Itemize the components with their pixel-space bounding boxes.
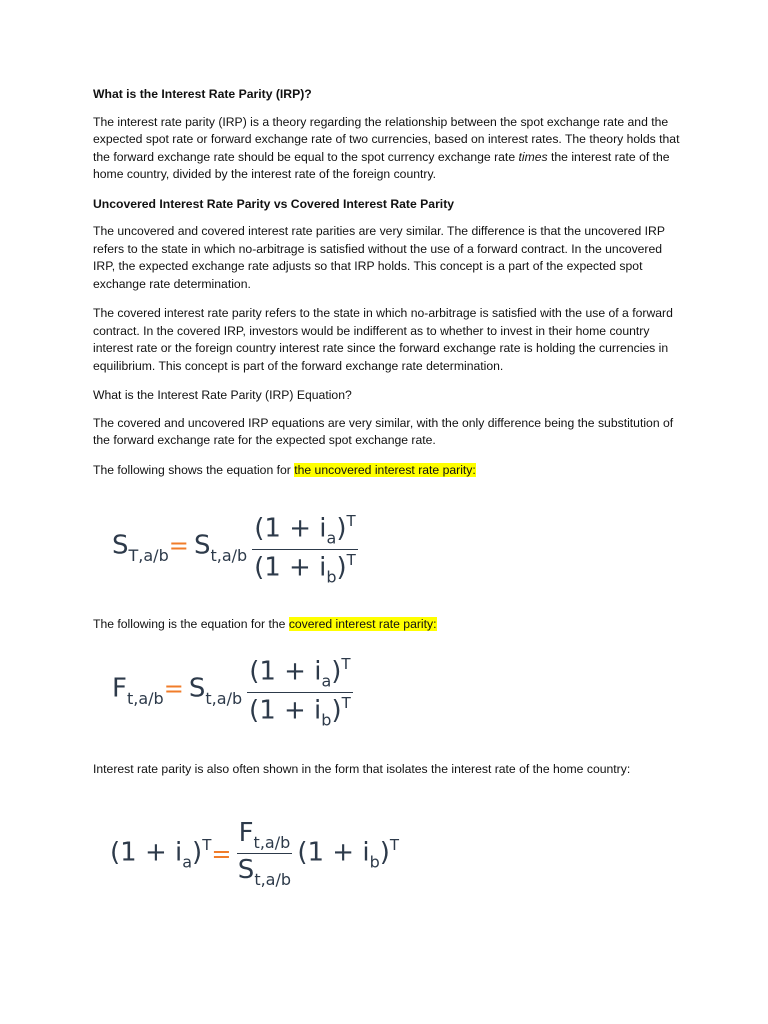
eq1-num-open: (1 + i [254,513,327,544]
eq2-den-close: ) [331,695,342,726]
eq2-lhs-main: F [112,673,127,704]
eq3-den-main: S [237,855,255,886]
eq1-numerator [252,512,357,550]
eq3-rhs [297,836,399,872]
eq1-den-open: (1 + i [254,552,327,583]
paragraph-equation-similarity: The covered and uncovered IRP equations are very similar, with the only difference being the substitution of the forward exchange rate for the expected spot exchange rate. [93,415,674,447]
eq2-rhs-main: S [188,673,206,704]
equation-home-rate-form [110,818,399,889]
para1-text: The interest rate parity (IRP) is a theory regarding the relationship between the spot exchange rate and the expected spot rate or forward exchange rate of two currencies, based on interest rates. The theory holds that the forward exchange rate should be equal to the spot currency exchange rate [93,114,680,164]
eq3-lhs [110,836,211,872]
eq2-numerator [247,655,352,693]
eq2-lhs-sub: t,a/b [126,688,164,708]
eq2-num-sub: a [321,671,332,691]
eq1-rhs-sub: t,a/b [210,545,248,565]
eq3-lhs-sup: T [202,835,212,854]
paragraph-covered: The covered interest rate parity refers to the state in which no-arbitrage is satisfied with the use of a forward contract. In the covered IRP, investors would be indifferent as to whether to invest in their home country interest rate or the foreign country interest rate since the forward exchange rate is holding the currencies in equilibrium. This concept is part of the forward exchange rate determination. [93,306,673,373]
para1-italic: times [518,149,548,164]
para5-prefix: The following shows the equation for [93,462,291,477]
document-page [93,86,683,479]
heading-uncovered-vs-covered: Uncovered Interest Rate Parity vs Covered Interest Rate Parity [93,196,455,211]
eq1-den-close: ) [336,552,347,583]
eq2-equals: = [163,674,184,703]
eq1-den-sub: b [326,567,337,587]
eq1-num-sub: a [326,528,337,548]
eq1-denominator [252,550,357,587]
equation-uncovered-irp [112,512,358,586]
eq2-rhs-sub: t,a/b [205,688,243,708]
eq3-rhs-sub: b [369,852,380,872]
eq2-den-open: (1 + i [249,695,322,726]
para6-prefix: The following is the equation for the [93,617,286,631]
eq1-num-sup: T [346,512,356,530]
eq2-den-sup: T [341,693,351,712]
highlight-covered: covered interest rate parity: [288,617,437,631]
heading-irp-equation: What is the Interest Rate Parity (IRP) Equation? [93,388,352,402]
eq3-rhs-sup: T [389,835,400,854]
eq1-lhs-sub: T,a/b [128,545,169,565]
eq3-den-sub: t,a/b [254,870,292,890]
eq3-num-main: F [238,818,254,848]
equation-covered-irp [112,655,353,729]
eq2-num-sup: T [341,655,351,673]
eq3-equals: = [211,839,232,868]
eq2-den-sub: b [321,710,332,730]
eq3-fraction [237,818,293,889]
eq3-numerator [237,818,293,854]
eq1-den-sup: T [346,550,356,569]
para1-end: the interest rate of the home country, divided by the interest rate of the foreign country. [93,149,670,181]
eq3-rhs-close: ) [379,837,390,868]
eq3-denominator [237,854,293,889]
paragraph-irp-definition [93,114,683,184]
eq1-fraction [252,512,357,586]
eq2-num-close: ) [331,656,342,687]
eq3-num-sub: t,a/b [253,833,291,853]
eq1-rhs-main: S [193,530,211,561]
eq1-equals: = [168,531,189,560]
paragraph-covered-equation-intro [93,616,437,634]
eq3-rhs-open: (1 + i [297,837,370,868]
eq3-lhs-open: (1 + i [110,837,183,868]
heading-what-is-irp: What is the Interest Rate Parity (IRP)? [93,87,312,101]
eq2-denominator [247,693,352,730]
eq3-lhs-close: ) [192,837,203,868]
eq1-num-close: ) [336,513,347,544]
highlight-uncovered: the uncovered interest rate parity: [294,462,476,477]
paragraph-uncovered: The uncovered and covered interest rate parities are very similar. The difference is that the uncovered IRP refers to the state in which no-arbitrage is satisfied without the use of a forward contract. In the uncovered IRP, the expected exchange rate adjusts so that IRP holds. This concept is a part of the expected spot exchange rate determination. [93,224,665,291]
paragraph-uncovered-equation-intro [93,462,683,480]
eq3-lhs-sub: a [182,852,193,872]
eq1-lhs-main: S [112,530,129,561]
paragraph-home-country-form: Interest rate parity is also often shown in the form that isolates the interest rate of the home country: [93,762,631,776]
eq2-num-open: (1 + i [249,656,322,687]
eq2-fraction [247,655,352,729]
